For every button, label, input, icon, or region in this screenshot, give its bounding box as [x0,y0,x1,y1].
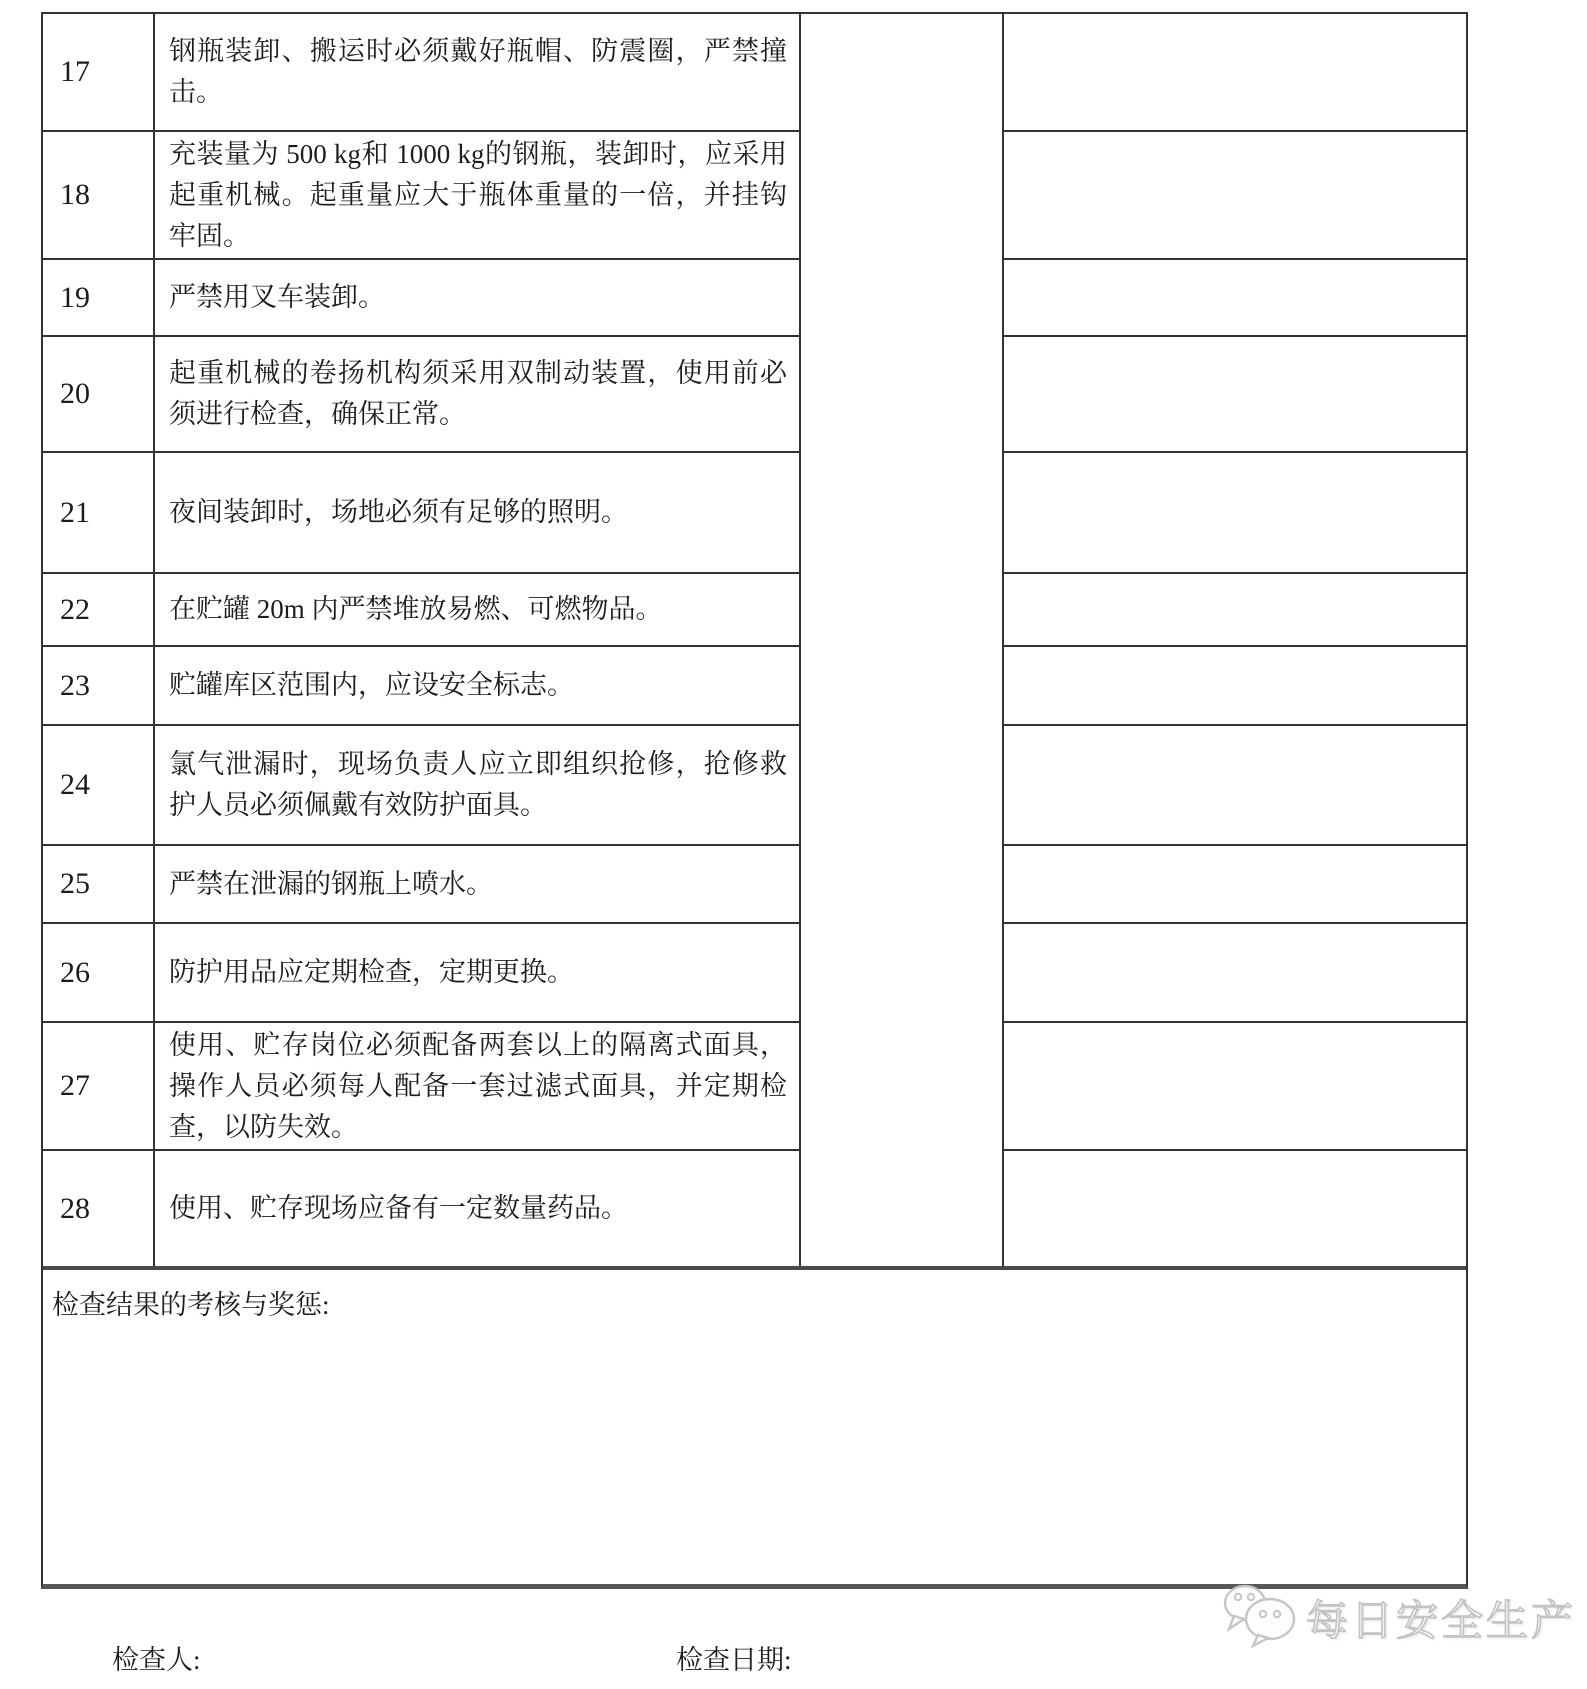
requirement-text: 贮罐库区范围内，应设安全标志。 [169,670,574,700]
requirement-text-cell [155,130,801,258]
check-result-cell [1004,1149,1466,1266]
inspection-date-label: 检查日期: [676,1645,792,1675]
check-result-cell [1004,451,1466,572]
row-number-cell: 20 [43,335,155,451]
check-result-cell [1004,1021,1466,1149]
requirement-text: 防护用品应定期检查，定期更换。 [169,957,574,987]
row-number-cell: 19 [43,258,155,335]
requirement-text: 钢瓶装卸、搬运时必须戴好瓶帽、防震圈，严禁撞击。 [169,36,787,107]
requirement-text: 严禁用叉车装卸。 [169,282,385,312]
watermark-text: 每日安全生产 [1306,1598,1577,1645]
requirement-text: 氯气泄漏时，现场负责人应立即组织抢修，抢修救护人员必须佩戴有效防护面具。 [169,749,787,820]
check-result-cell [1004,335,1466,451]
inspector-label: 检查人: [112,1645,201,1675]
check-result-cell [1004,844,1466,922]
row-number-cell: 25 [43,844,155,922]
row-number-cell: 22 [43,572,155,645]
requirement-text-cell [155,258,801,335]
check-result-cell [1004,14,1466,130]
requirement-text-cell [155,451,801,572]
row-number-cell: 27 [43,1021,155,1149]
row-number-cell: 23 [43,645,155,724]
assessment-label: 检查结果的考核与奖惩: [52,1290,330,1320]
row-number-cell: 18 [43,130,155,258]
check-result-cell [1004,922,1466,1021]
merged-middle-column-cell [801,14,1004,1266]
row-number-cell: 26 [43,922,155,1021]
requirement-text: 使用、贮存岗位必须配备两套以上的隔离式面具，操作人员必须每人配备一套过滤式面具，并定期检查，以防失效。 [169,1029,787,1142]
wechat-icon [1220,1582,1300,1653]
requirement-text-cell [155,922,801,1021]
row-number-cell: 17 [43,14,155,130]
check-result-cell [1004,258,1466,335]
assessment-section [43,1266,1466,1584]
check-result-cell [1004,724,1466,844]
requirement-text: 起重机械的卷扬机构须采用双制动装置，使用前必须进行检查，确保正常。 [169,358,787,429]
row-number-cell: 21 [43,451,155,572]
checklist-rows-grid [43,14,1466,1266]
row-number-cell: 28 [43,1149,155,1266]
requirement-text-cell [155,724,801,844]
requirement-text-cell [155,1149,801,1266]
requirement-text: 在贮罐 20m 内严禁堆放易燃、可燃物品。 [169,594,663,624]
requirement-text-cell [155,572,801,645]
requirement-text: 严禁在泄漏的钢瓶上喷水。 [169,868,493,899]
check-result-cell [1004,572,1466,645]
check-result-cell [1004,645,1466,724]
watermark [1220,1582,1576,1653]
inspection-checklist-table [41,12,1468,1589]
requirement-text-cell [155,14,801,130]
requirement-text: 充装量为 500 kg和 1000 kg的钢瓶，装卸时，应采用起重机械。起重量应大于瓶体重量的一倍，并挂钩牢固。 [169,138,787,251]
requirement-text: 使用、贮存现场应备有一定数量药品。 [169,1193,628,1223]
requirement-text-cell [155,844,801,922]
requirement-text-cell [155,1021,801,1149]
requirement-text-cell [155,645,801,724]
requirement-text-cell [155,335,801,451]
requirement-text: 夜间装卸时，场地必须有足够的照明。 [169,497,628,527]
row-number-cell: 24 [43,724,155,844]
check-result-cell [1004,130,1466,258]
